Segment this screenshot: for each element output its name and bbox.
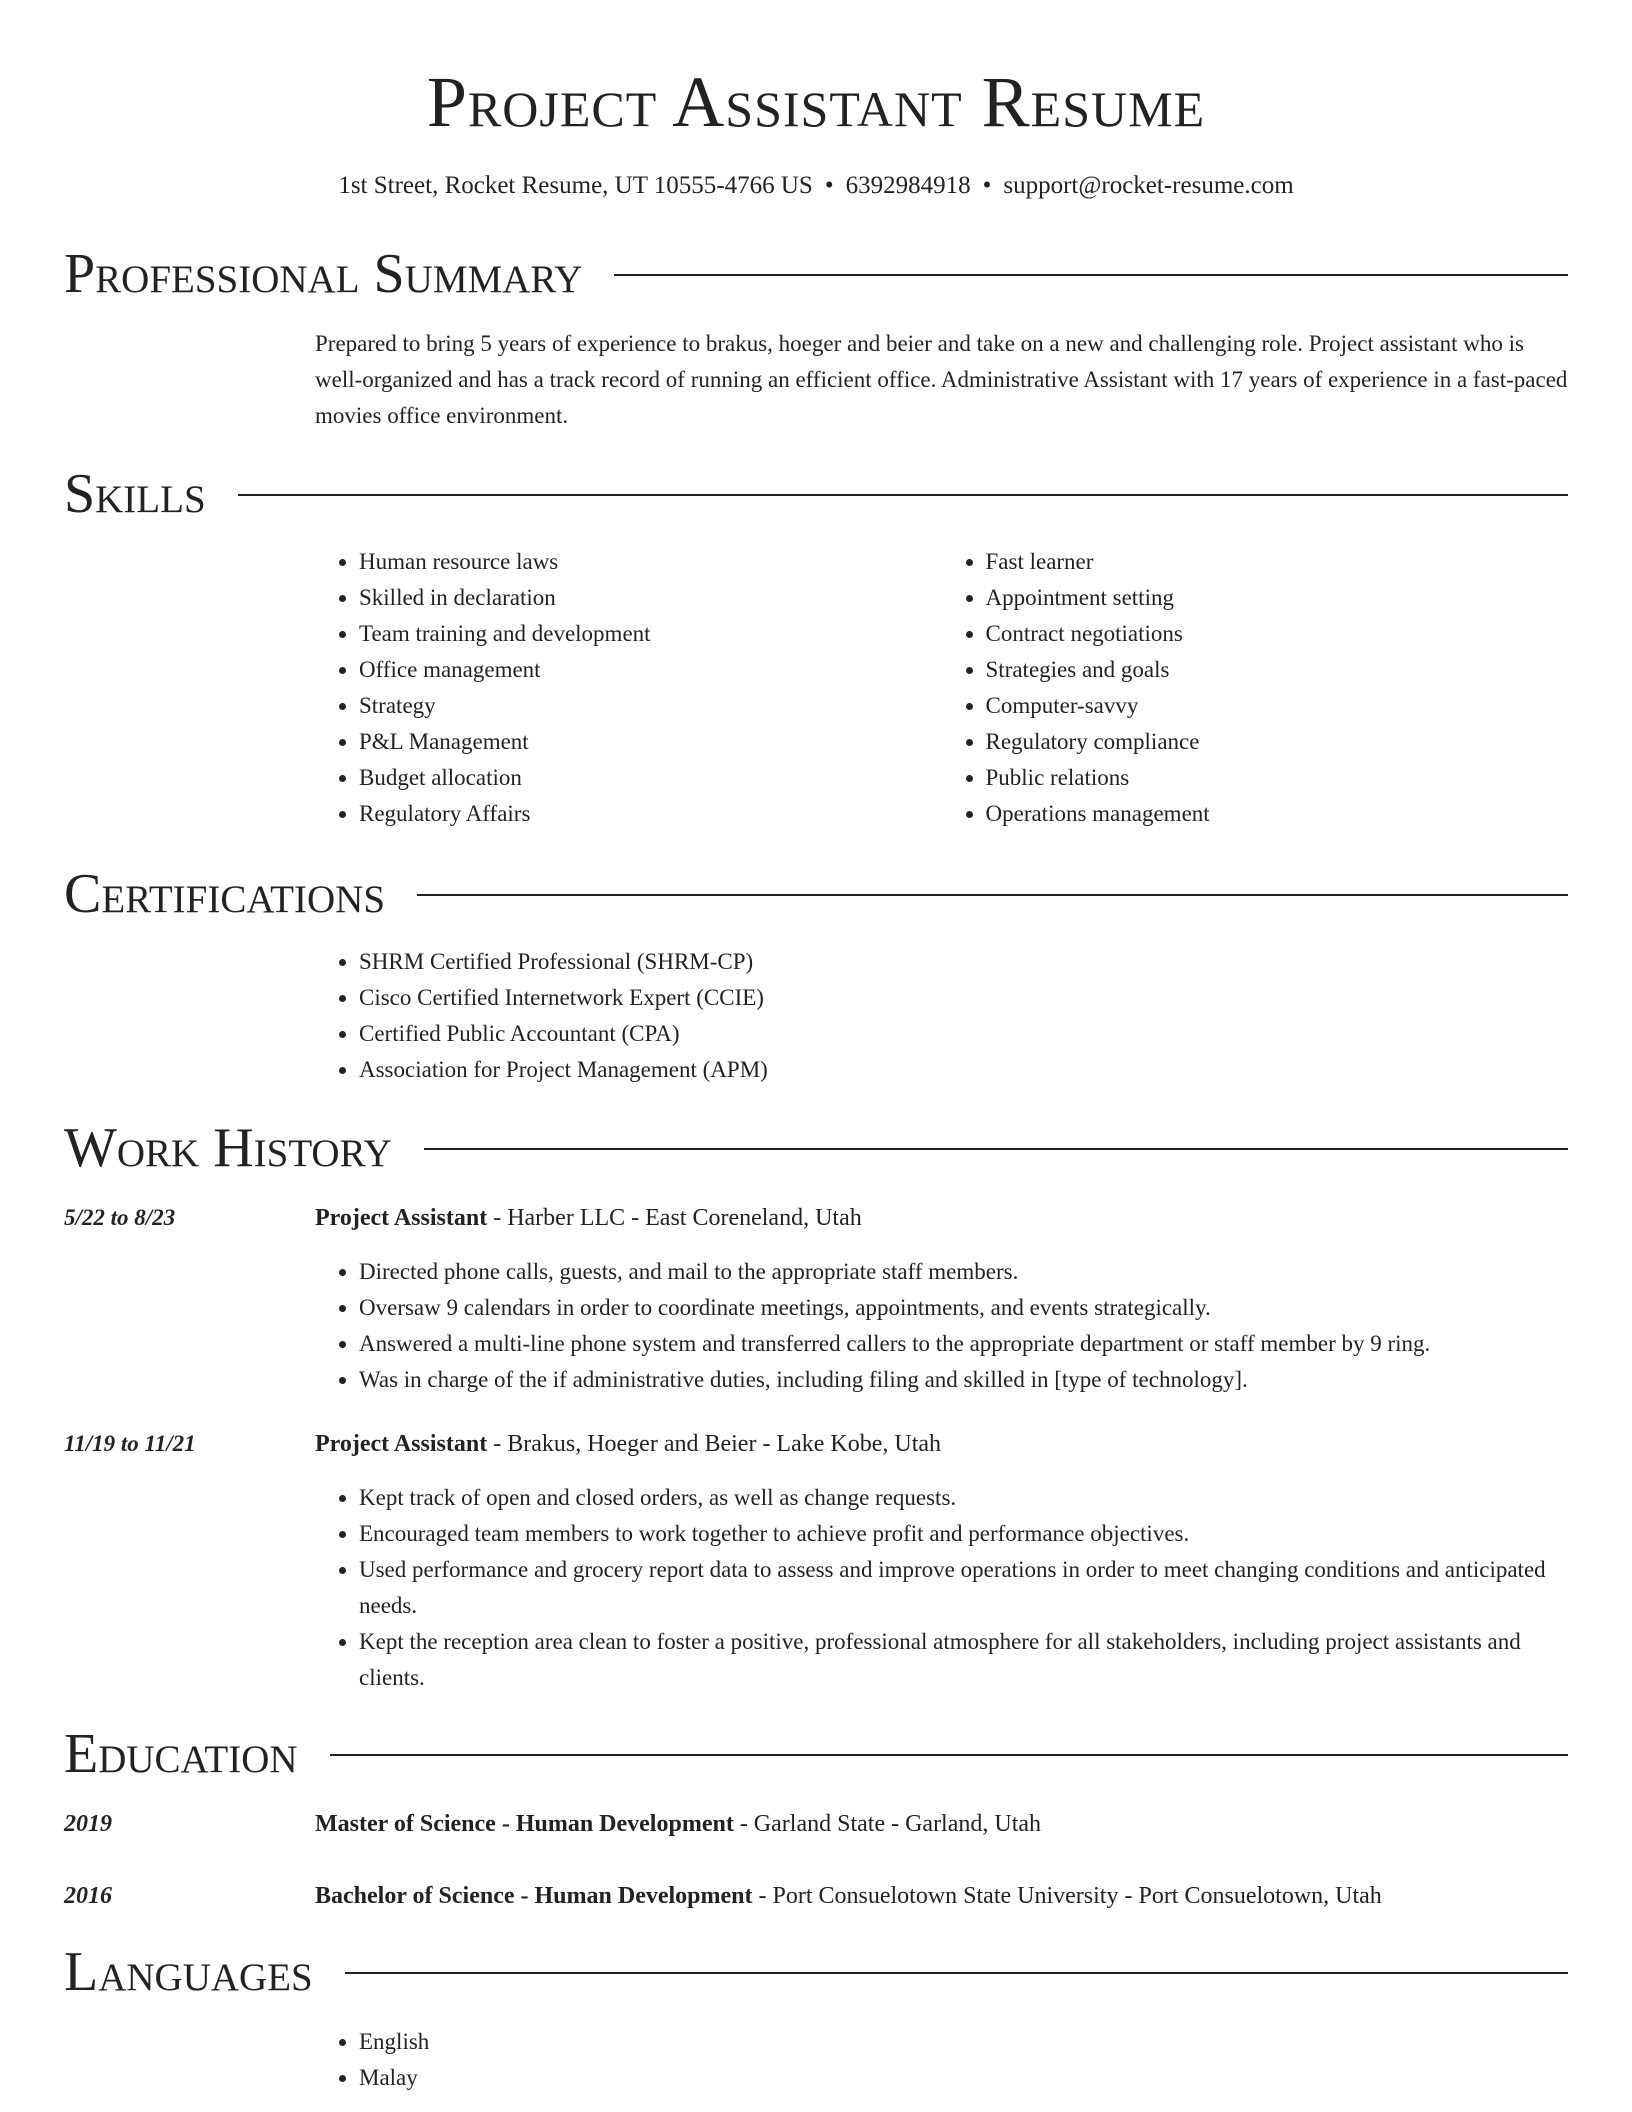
skill-item: • Strategy (359, 688, 942, 724)
job-bullet: • Answered a multi-line phone system and transferred callers to the appropriate department or staff member by 9 ring. (359, 1326, 1568, 1362)
skill-item: • Office management (359, 652, 942, 688)
skill-item: • Regulatory compliance (986, 724, 1569, 760)
job-title-line (315, 1200, 1568, 1236)
job-title: Project Assistant (315, 1431, 488, 1457)
job-bullet: • Directed phone calls, guests, and mail to the appropriate staff members. (359, 1254, 1568, 1290)
job-content (315, 1200, 1568, 1398)
skill-item: • Fast learner (986, 544, 1569, 580)
certifications-list (315, 944, 1568, 1088)
contact-phone: 6392984918 (845, 172, 971, 199)
skill-item: • Budget allocation (359, 760, 942, 796)
job-bullet: • Kept track of open and closed orders, as well as change requests. (359, 1480, 1568, 1516)
skills-grid (315, 544, 1568, 832)
skill-item: • Skilled in declaration (359, 580, 942, 616)
education-content (315, 1878, 1382, 1914)
summary-heading: Professional Summary (64, 243, 583, 305)
language-item: • Malay (359, 2060, 1568, 2096)
skill-item: • Appointment setting (986, 580, 1569, 616)
resume-page (64, 0, 1568, 2096)
skills-section-header (64, 464, 1568, 524)
certifications-heading: Certifications (64, 863, 386, 925)
job-title: Project Assistant (315, 1205, 488, 1231)
skill-item: • Human resource laws (359, 544, 942, 580)
languages-section-header (64, 1942, 1568, 2002)
job-bullets (315, 1480, 1568, 1696)
job-details: - Brakus, Hoeger and Beier - Lake Kobe, Utah (487, 1431, 942, 1457)
job-dates: 5/22 to 8/23 (64, 1205, 176, 1230)
job-bullet: • Kept the reception area clean to foster a positive, professional atmosphere for all stakeholders, including project assistants and clients. (359, 1624, 1568, 1696)
job-entry (64, 1200, 1568, 1398)
summary-section (315, 326, 1568, 434)
section-divider (345, 1972, 1568, 1974)
education-section-header (64, 1724, 1568, 1784)
section-divider (417, 894, 1568, 896)
certification-item: • Association for Project Management (APM) (359, 1052, 1568, 1088)
job-dates: 11/19 to 11/21 (64, 1431, 196, 1456)
skill-item: • Team training and development (359, 616, 942, 652)
section-divider (614, 274, 1568, 276)
education-entry (64, 1806, 1568, 1842)
contact-separator: • (982, 172, 992, 199)
education-degree: Bachelor of Science - Human Development (315, 1883, 753, 1909)
skill-item: • P&L Management (359, 724, 942, 760)
education-heading: Education (64, 1723, 298, 1785)
education-year: 2016 (64, 1883, 112, 1909)
contact-separator: • (824, 172, 834, 199)
skills-list-right (942, 544, 1569, 832)
education-degree: Master of Science - Human Development (315, 1811, 734, 1837)
certification-item: • Cisco Certified Internetwork Expert (CCIE) (359, 980, 1568, 1016)
education-details: - Port Consuelotown State University - Port Consuelotown, Utah (752, 1883, 1382, 1909)
work-heading: Work History (64, 1117, 392, 1179)
skills-section (315, 544, 1568, 832)
job-entry (64, 1426, 1568, 1696)
language-item: • English (359, 2024, 1568, 2060)
summary-text: Prepared to bring 5 years of experience to brakus, hoeger and beier and take on a new and challenging role. Project assistant who is well-organized and has a track record of running an efficient office. Administrative Assistant with 17 years of experience in a fast-paced movies office environment. (315, 331, 1568, 428)
skill-item: • Regulatory Affairs (359, 796, 942, 832)
education-details: - Garland State - Garland, Utah (733, 1811, 1042, 1837)
certifications-section-header (64, 864, 1568, 924)
certification-item: • SHRM Certified Professional (SHRM-CP) (359, 944, 1568, 980)
job-title-line (315, 1426, 1568, 1462)
education-year: 2019 (64, 1811, 112, 1837)
contact-address: 1st Street, Rocket Resume, UT 10555-4766 US (338, 172, 813, 199)
contact-line (64, 170, 1568, 202)
job-details: - Harber LLC - East Coreneland, Utah (487, 1205, 862, 1231)
skills-heading: Skills (64, 463, 206, 525)
languages-section (315, 2024, 1568, 2096)
job-bullet: • Oversaw 9 calendars in order to coordinate meetings, appointments, and events strategically. (359, 1290, 1568, 1326)
section-divider (238, 494, 1568, 496)
summary-section-header (64, 244, 1568, 304)
job-bullet: • Used performance and grocery report data to assess and improve operations in order to meet changing conditions and anticipated needs. (359, 1552, 1568, 1624)
job-bullet: • Was in charge of the if administrative duties, including filing and skilled in [type of technology]. (359, 1362, 1568, 1398)
skill-item: • Computer-savvy (986, 688, 1569, 724)
languages-list (315, 2024, 1568, 2096)
skills-list-left (315, 544, 942, 832)
certification-item: • Certified Public Accountant (CPA) (359, 1016, 1568, 1052)
skill-item: • Public relations (986, 760, 1569, 796)
skill-item: • Strategies and goals (986, 652, 1569, 688)
languages-heading: Languages (64, 1941, 313, 2003)
job-content (315, 1426, 1568, 1696)
section-divider (330, 1754, 1568, 1756)
contact-email: support@rocket-resume.com (1003, 172, 1294, 199)
education-entry (64, 1878, 1568, 1914)
skill-item: • Operations management (986, 796, 1569, 832)
section-divider (424, 1148, 1568, 1150)
skill-item: • Contract negotiations (986, 616, 1569, 652)
job-bullets (315, 1254, 1568, 1398)
job-bullet: • Encouraged team members to work together to achieve profit and performance objectives. (359, 1516, 1568, 1552)
certifications-section (315, 944, 1568, 1088)
education-content (315, 1806, 1041, 1842)
resume-title: Project Assistant Resume (426, 62, 1206, 142)
work-section-header (64, 1118, 1568, 1178)
